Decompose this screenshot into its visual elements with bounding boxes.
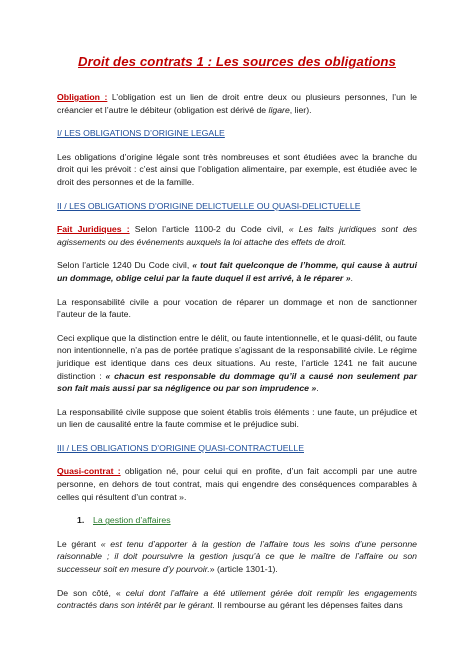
gerant-end: » (article 1301-1). [209,564,278,575]
section-3-heading: III / LES OBLIGATIONS D’ORIGINE QUASI-CONTRACTUELLE [57,442,304,453]
faits-juridiques-quote: « Les faits juridiques sont des agissements ou des événements auxquels la loi attache des effets de droit. [57,224,417,247]
section-2-heading: II / LES OBLIGATIONS D’ORIGINE DELICTUELLE OU QUASI-DELICTUELLE [57,200,361,211]
quasi-contrat-paragraph [57,465,417,503]
intro-text-a: L’obligation est un lien de droit entre deux ou plusieurs personnes, l’un le créancier et l’autre le débiteur (obligation est dérivé de [57,92,417,115]
list-item-label: La gestion d’affaires [93,515,171,526]
obligation-term: Obligation : [57,92,108,102]
distinction-end: . [316,383,319,394]
article-1301-quote: « est tenu d’apporter à la gestion de l’affaire tous les soins d’une personne raisonnable ; il doit poursuivre la gestion jusqu’à ce que le maître de l’affaire ou son successeur soit en mesure d’y pourvoir. [57,538,418,575]
de-son-cote-quote: celui dont l’affaire a été utilement gérée doit remplir les engagements contractés dans son intérêt par le gérant. [57,587,418,611]
article-1240-quote: « tout fait quelconque de l’homme, qui cause à autrui un dommage, oblige celui par la faute duquel il est arrivé, à le réparer » [57,260,417,283]
intro-paragraph [57,91,417,116]
gerant-paragraph [57,538,417,576]
faits-juridiques-term: Fait Juridiques : [57,224,130,235]
list-item [57,514,417,527]
intro-text-b: ligare [268,104,290,115]
article-1240-text: Selon l’article 1240 Du Code civil, [57,260,193,271]
distinction-text: Ceci explique que la distinction entre le délit, ou faute intentionnelle, et le quasi-délit, ou faute non intentionnelle, n’a pas de portée pratique s’agissant de la responsabilité civile. Le régime juridique est identique dans ces deux situations. Au reste, l’article 1241 ne fait aucune distinction : [57,332,417,381]
article-1240-end: . [350,272,353,283]
distinction-paragraph [57,332,417,395]
section-1-heading: I/ LES OBLIGATIONS D’ORIGINE LEGALE [57,128,225,139]
quasi-contrat-term: Quasi-contrat : [57,466,121,477]
page-title: Droit des contrats 1 : Les sources des obligations [78,54,396,69]
de-son-cote-text: De son côté, « [57,587,126,598]
intro-text-c: , lier). [289,104,312,115]
article-1241-quote: « chacun est responsable du dommage qu’il a causé non seulement par son fait mais aussi par sa négligence ou par son imprudence » [57,370,417,394]
section-1-paragraph: Les obligations d’origine légale sont très nombreuses et sont étudiées avec la branche du droit qui les prévoit : c’est ainsi que l’obligation alimentaire, par exemple, est étudiée avec le droit des personnes et de la famille. [57,151,417,187]
de-son-cote-end: Il rembourse au gérant les dépenses faites dans [214,600,403,611]
article-1240-paragraph [57,259,417,284]
faits-juridiques-text: Selon l’article 1100-2 du Code civil, [129,224,289,235]
responsabilite-paragraph: La responsabilité civile a pour vocation de réparer un dommage et non de sanctionner l’auteur de la faute. [57,296,417,320]
de-son-cote-paragraph [57,587,417,612]
trois-elements-paragraph: La responsabilité civile suppose que soient établis trois éléments : une faute, un préjudice et un lien de causalité entre la faute commise et le préjudice subi. [57,406,417,430]
faits-juridiques-paragraph [57,223,417,248]
gerant-text: Le gérant [57,538,101,549]
list-item-number: 1. [77,515,85,526]
quasi-contrat-text: obligation né, pour celui qui en profite, d’un fait accompli par une autre personne, en dehors de tout contrat, mais qui engendre des conséquences comparables à celles qui résultent d’un contrat ». [57,466,417,502]
